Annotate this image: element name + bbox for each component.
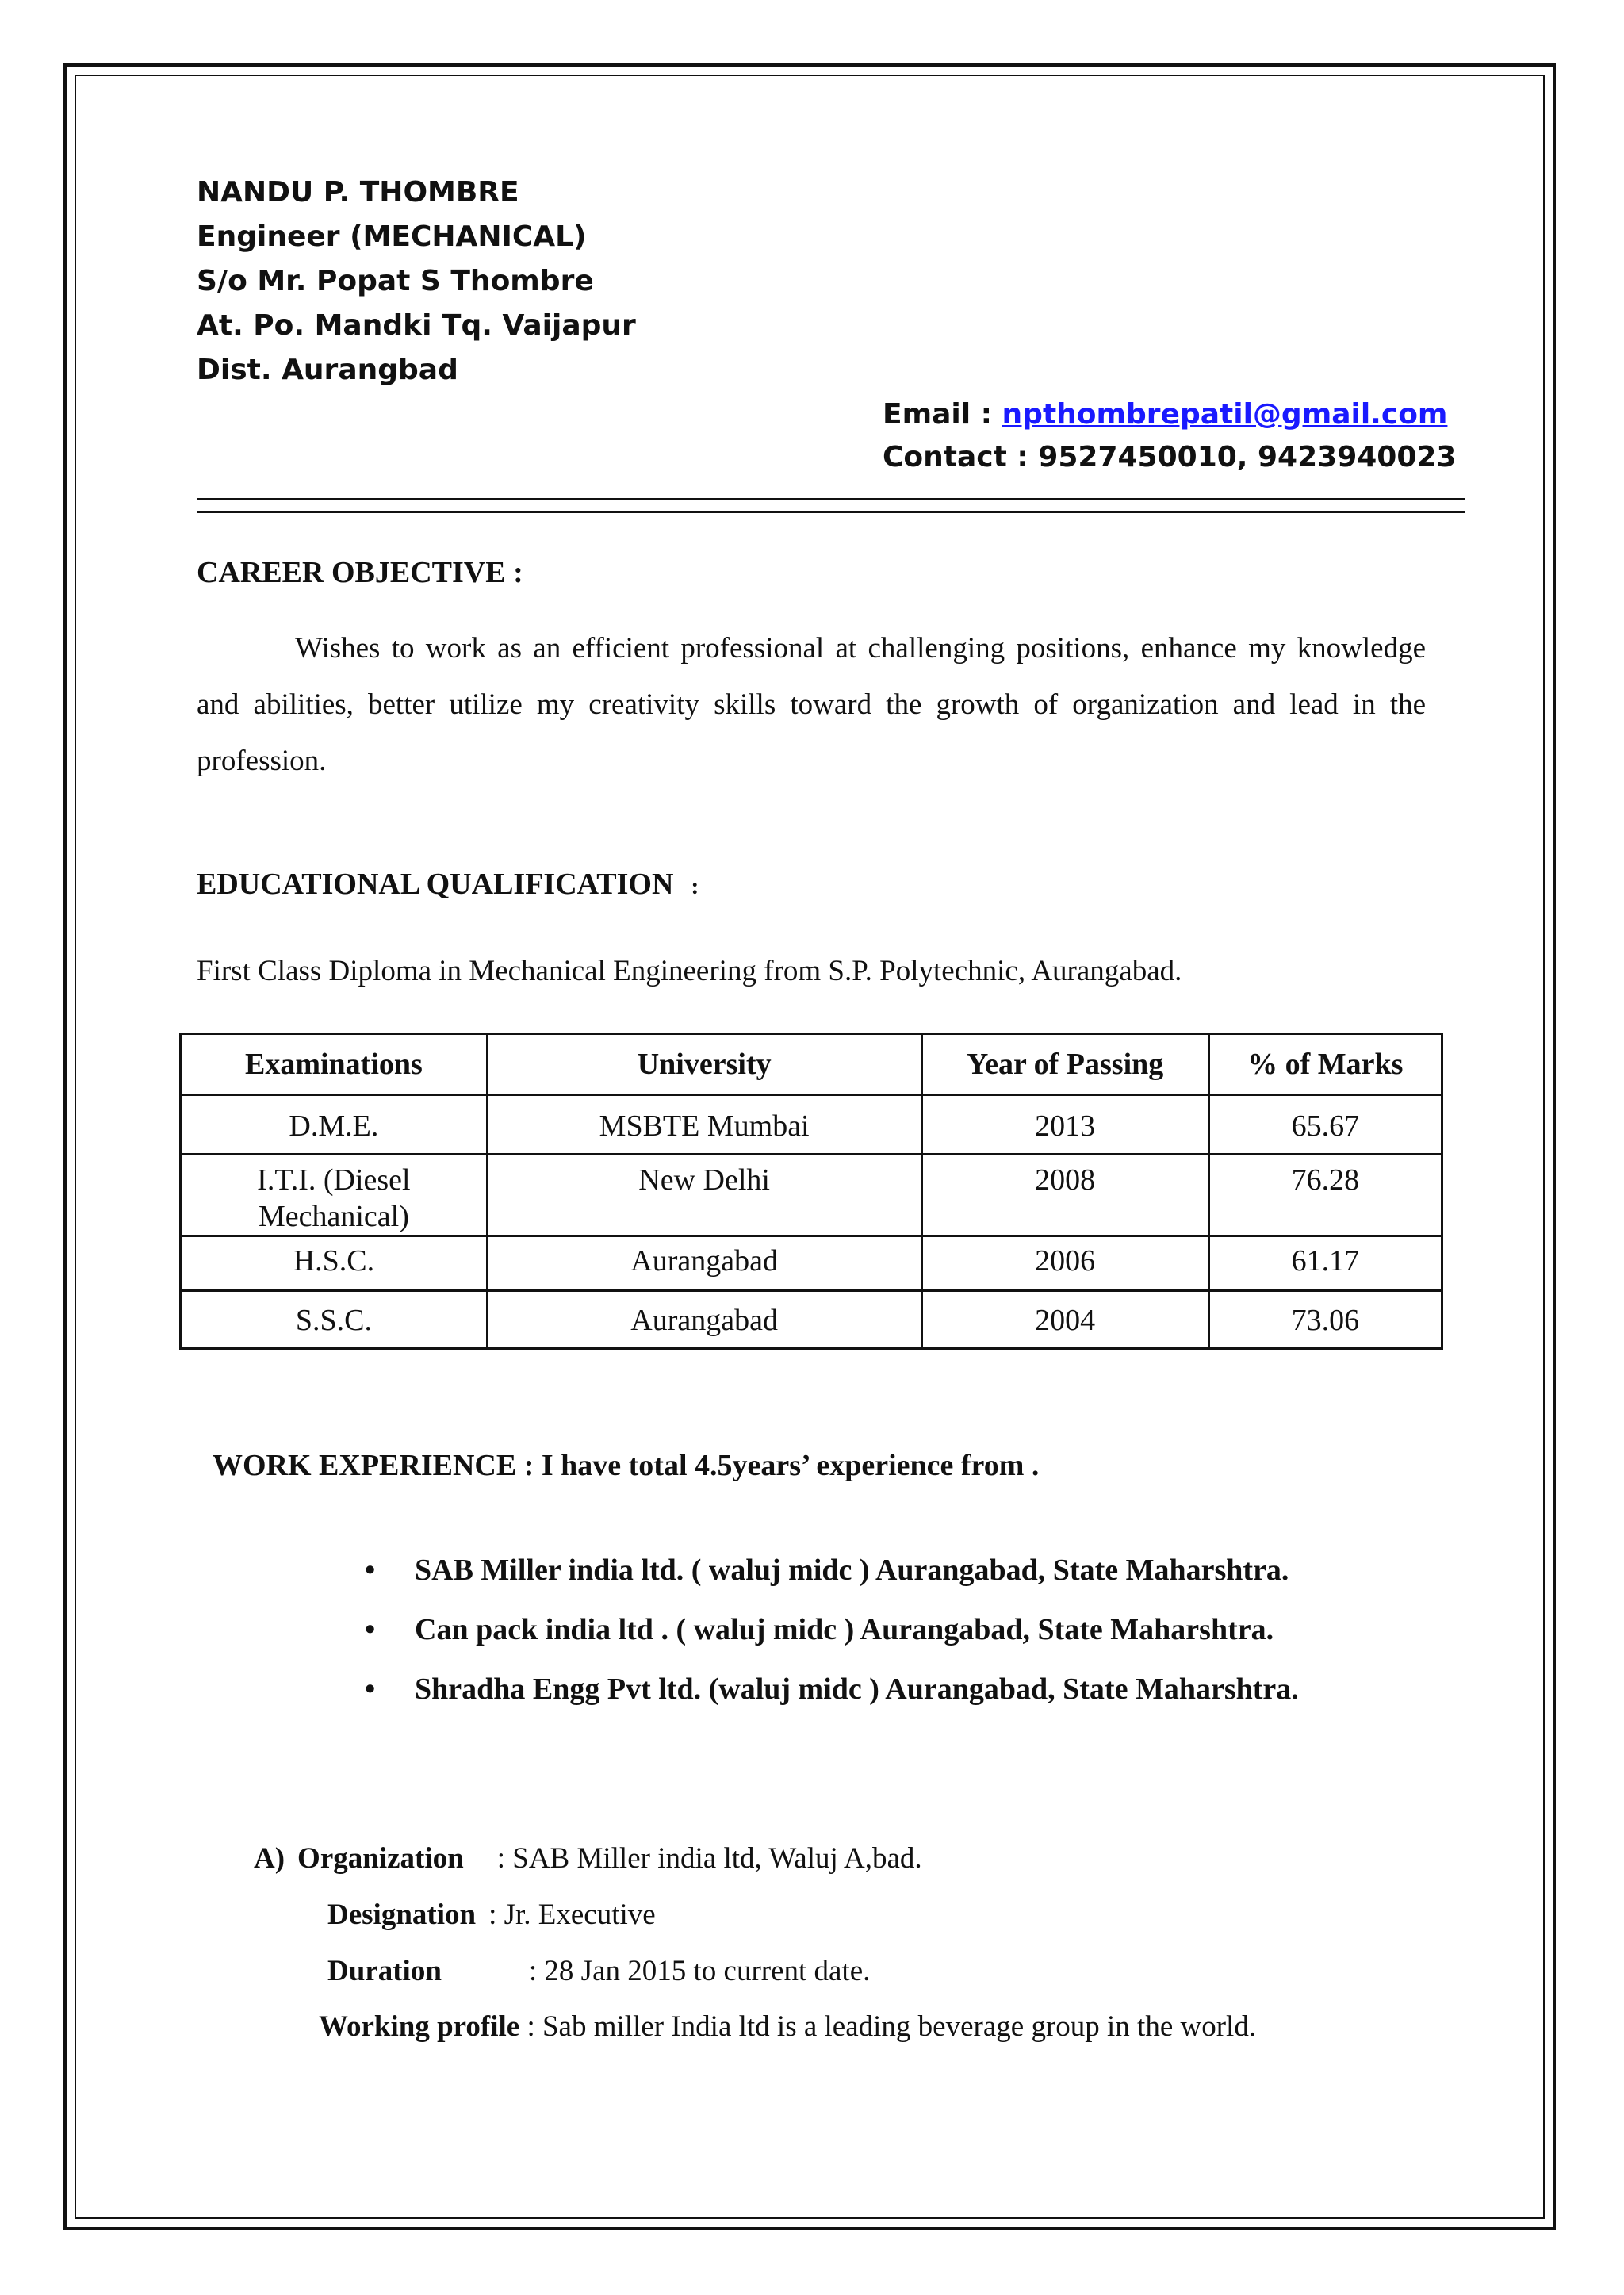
contact-label: Contact :: [883, 441, 1039, 473]
org-label: Organization: [297, 1842, 464, 1875]
table-row: [181, 1291, 1442, 1349]
address-line-1: At. Po. Mandki Tq. Vaijapur: [197, 309, 636, 342]
work-experience-heading: WORK EXPERIENCE : I have total 4.5years’ experience from .: [213, 1449, 1040, 1482]
candidate-parent: S/o Mr. Popat S Thombre: [197, 265, 594, 297]
cell-marks: 73.06: [1208, 1291, 1442, 1349]
cell-university: New Delhi: [487, 1155, 921, 1236]
col-header-university: University: [487, 1034, 921, 1095]
work-experience-list: [365, 1553, 1299, 1731]
education-heading-text: EDUCATIONAL QUALIFICATION: [197, 868, 674, 901]
cell-year: 2013: [921, 1095, 1208, 1155]
education-heading-colon: :: [691, 873, 699, 899]
cell-marks: 65.67: [1208, 1095, 1442, 1155]
designation-value: : Jr. Executive: [488, 1898, 656, 1931]
experience-company: SAB Miller india ltd. ( waluj midc ) Aurangabad, State Maharshtra.: [415, 1554, 1289, 1587]
cell-year: 2008: [921, 1155, 1208, 1236]
bullet-icon: •: [365, 1613, 376, 1646]
duration-label: Duration: [327, 1955, 442, 1987]
org-prefix: A): [254, 1842, 285, 1875]
list-item: [365, 1672, 1299, 1731]
career-objective-paragraph: Wishes to work as an efficient professional at challenging positions, enhance my knowledge and abilities, better utilize my creativity skills toward the growth of organization and lead in the profession.: [197, 632, 1426, 777]
education-table-header: [181, 1034, 1442, 1095]
list-item: [365, 1612, 1299, 1672]
bullet-icon: •: [365, 1672, 376, 1706]
working-profile-row: [319, 2010, 1256, 2044]
email-row: [883, 393, 1447, 436]
header-divider-bottom: [197, 511, 1465, 513]
education-heading: [197, 867, 699, 902]
career-objective-heading: CAREER OBJECTIVE :: [197, 556, 523, 589]
col-header-examinations: Examinations: [181, 1034, 488, 1095]
organization-row: [254, 1841, 922, 1875]
experience-company: Shradha Engg Pvt ltd. (waluj midc ) Aurangabad, State Maharshtra.: [415, 1672, 1299, 1706]
profile-label: Working profile: [319, 2010, 520, 2043]
candidate-name: NANDU P. THOMBRE: [197, 176, 519, 209]
email-link[interactable]: npthombrepatil@gmail.com: [1002, 398, 1448, 431]
education-table: [179, 1033, 1443, 1350]
address-line-2: Dist. Aurangbad: [197, 354, 458, 386]
cell-marks: 76.28: [1208, 1155, 1442, 1236]
cell-exam: H.S.C.: [181, 1236, 488, 1291]
career-objective-text: [197, 620, 1426, 789]
cell-exam: S.S.C.: [181, 1291, 488, 1349]
cell-university: Aurangabad: [487, 1291, 921, 1349]
education-summary: First Class Diploma in Mechanical Engineering from S.P. Polytechnic, Aurangabad.: [197, 955, 1182, 987]
col-header-year: Year of Passing: [921, 1034, 1208, 1095]
cell-university: Aurangabad: [487, 1236, 921, 1291]
cell-university: MSBTE Mumbai: [487, 1095, 921, 1155]
table-row: [181, 1095, 1442, 1155]
bullet-icon: •: [365, 1554, 376, 1587]
cell-exam: I.T.I. (Diesel Mechanical): [181, 1155, 488, 1236]
cell-year: 2006: [921, 1236, 1208, 1291]
duration-value: : 28 Jan 2015 to current date.: [528, 1955, 871, 1987]
profile-value: : Sab miller India ltd is a leading beverage group in the world.: [519, 2010, 1257, 2043]
table-row: [181, 1236, 1442, 1291]
cell-year: 2004: [921, 1291, 1208, 1349]
list-item: [365, 1553, 1299, 1612]
experience-company: Can pack india ltd . ( waluj midc ) Aurangabad, State Maharshtra.: [415, 1613, 1274, 1646]
cell-exam: D.M.E.: [181, 1095, 488, 1155]
duration-row: [327, 1954, 870, 1988]
org-value: : SAB Miller india ltd, Waluj A,bad.: [496, 1842, 922, 1875]
candidate-title: Engineer (MECHANICAL): [197, 220, 587, 253]
header-divider-top: [197, 498, 1465, 500]
contact-numbers: 9527450010, 9423940023: [1038, 441, 1457, 473]
designation-label: Designation: [327, 1898, 477, 1931]
email-label: Email :: [883, 398, 1002, 431]
contact-row: [883, 436, 1456, 479]
table-row: [181, 1155, 1442, 1236]
col-header-marks: % of Marks: [1208, 1034, 1442, 1095]
cell-marks: 61.17: [1208, 1236, 1442, 1291]
designation-row: [327, 1898, 656, 1932]
